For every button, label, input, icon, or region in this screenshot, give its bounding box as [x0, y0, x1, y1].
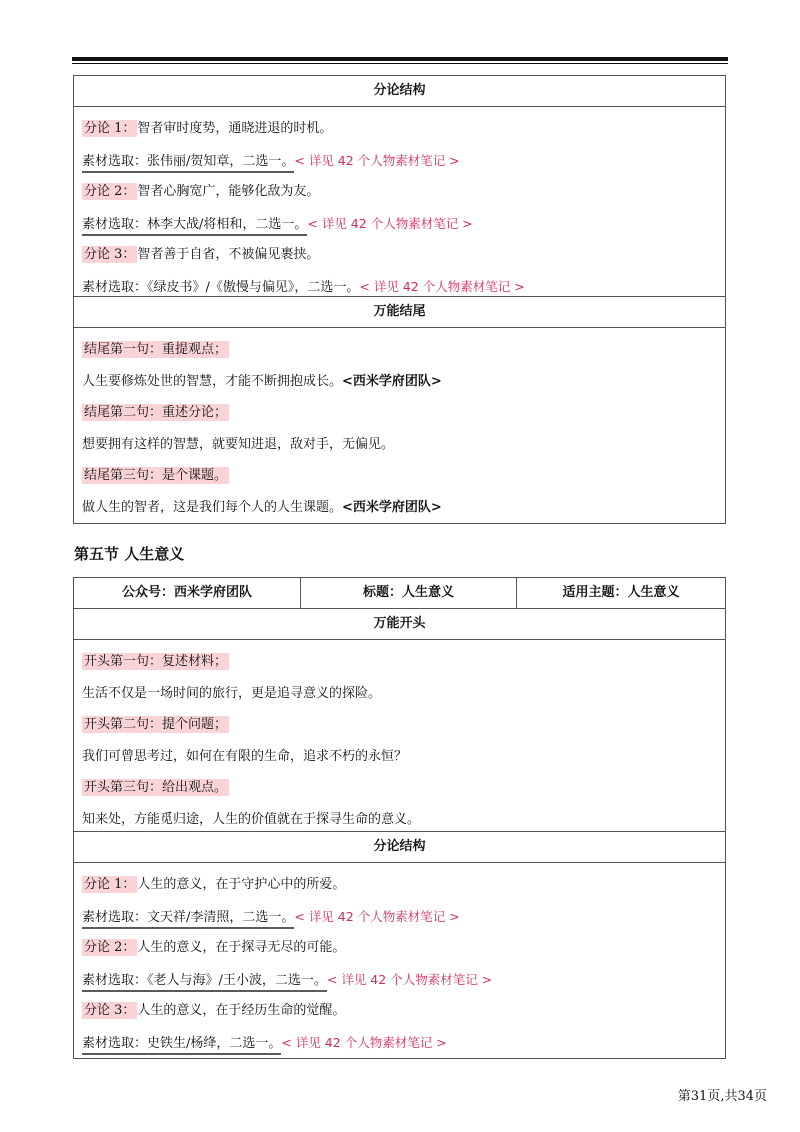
content-row — [82, 995, 717, 1027]
content-row — [82, 678, 717, 710]
body-text: 想要拥有这样的智慧，就要知进退，敌对手，无偏见。 — [82, 436, 395, 452]
body-text: 人生要修炼处世的智慧，才能不断拥抱成长。 — [82, 373, 343, 389]
body-text: 我们可曾思考过，如何在有限的生命，追求不朽的永恒？ — [82, 748, 408, 764]
content-row — [82, 429, 717, 461]
material-source: 素材选取：文天祥/李清照，二选一。 — [82, 909, 295, 925]
argument-structure-box-1 — [73, 75, 726, 303]
argument-structure-box-2 — [73, 831, 726, 1059]
material-source: 素材选取：林李大战/将相和，二选一。 — [82, 216, 308, 232]
content-row — [82, 741, 717, 773]
notes-reference: < 详见 42 个人物素材笔记 > — [294, 152, 460, 168]
content-row — [82, 145, 717, 177]
highlight-label: 开头第一句：复述材料； — [84, 654, 228, 669]
brand-credit: <西米学府团队> — [342, 373, 442, 389]
body-text: 人生的意义，在于探寻无尽的可能。 — [137, 940, 346, 955]
notes-reference: < 详见 42 个人物素材笔记 > — [281, 1034, 447, 1050]
content-row — [82, 709, 717, 741]
rows — [74, 640, 725, 835]
rows — [74, 107, 725, 302]
content-row — [82, 397, 717, 429]
highlight-label: 分论 3： — [84, 247, 136, 262]
body-text: 知来处，方能觅归途，人生的价值就在于探寻生命的意义。 — [82, 811, 421, 827]
rows — [74, 863, 725, 1058]
content-row — [82, 932, 717, 964]
content-row — [82, 492, 717, 524]
highlight-label: 结尾第一句：重提观点； — [84, 342, 228, 357]
body-text: 生活不仅是一场时间的旅行，更是追寻意义的探险。 — [82, 685, 382, 701]
material-source: 素材选取：史铁生/杨绛，二选一。 — [82, 1035, 282, 1051]
content-row — [82, 772, 717, 804]
highlight-label: 结尾第二句：重述分论； — [84, 405, 228, 420]
body-text: 做人生的智者，这是我们每个人的人生课题。 — [82, 499, 343, 515]
account-cell: 公众号：西米学府团队 — [74, 578, 301, 608]
highlight-label: 分论 3： — [84, 1003, 136, 1018]
highlight-label: 开头第二句：提个问题； — [84, 717, 228, 732]
topic-cell: 适用主题：人生意义 — [562, 585, 680, 600]
body-text: 人生的意义，在于经历生命的觉醒。 — [137, 1003, 346, 1018]
highlight-label: 分论 1： — [84, 877, 136, 892]
section-header: 万能结尾 — [74, 297, 725, 328]
section-header: 分论结构 — [74, 76, 725, 107]
body-text: 人生的意义，在于守护心中的所爱。 — [137, 877, 346, 892]
body-text: 智者善于自省，不被偏见裹挟。 — [137, 247, 320, 262]
highlight-label: 结尾第三句：是个课题。 — [84, 468, 228, 483]
content-row — [82, 176, 717, 208]
header-rule-thin — [72, 63, 728, 64]
content-row — [82, 1027, 717, 1059]
section-header: 分论结构 — [74, 832, 725, 863]
opening-box — [73, 577, 726, 836]
content-row — [82, 869, 717, 901]
rows — [74, 328, 725, 523]
body-text: 智者心胸宽广，能够化敌为友。 — [137, 184, 320, 199]
brand-credit: <西米学府团队> — [342, 499, 442, 515]
material-source: 素材选取：《绿皮书》/《傲慢与偏见》，二选一。 — [82, 279, 360, 295]
body-text: 智者审时度势，通晓进退的时机。 — [137, 121, 333, 136]
content-row — [82, 964, 717, 996]
notes-reference: < 详见 42 个人物素材笔记 > — [307, 215, 473, 231]
header-rule — [72, 57, 728, 61]
section-title: 第五节 人生意义 — [74, 545, 185, 563]
material-source: 素材选取：张伟丽/贺知章，二选一。 — [82, 153, 295, 169]
info-row — [74, 578, 725, 609]
content-row — [82, 366, 717, 398]
title-cell: 标题：人生意义 — [301, 578, 517, 608]
content-row — [82, 334, 717, 366]
content-row — [82, 460, 717, 492]
highlight-label: 分论 2： — [84, 940, 136, 955]
content-row — [82, 208, 717, 240]
highlight-label: 分论 1： — [84, 121, 136, 136]
content-row — [82, 901, 717, 933]
ending-box — [73, 296, 726, 524]
notes-reference: < 详见 42 个人物素材笔记 > — [359, 278, 525, 294]
content-row — [82, 646, 717, 678]
section-header: 万能开头 — [74, 609, 725, 640]
content-row — [82, 113, 717, 145]
highlight-label: 分论 2： — [84, 184, 136, 199]
content-row — [82, 239, 717, 271]
notes-reference: < 详见 42 个人物素材笔记 > — [326, 971, 493, 987]
notes-reference: < 详见 42 个人物素材笔记 > — [294, 908, 460, 924]
material-source: 素材选取：《老人与海》/王小波，二选一。 — [82, 972, 327, 988]
highlight-label: 开头第三句：给出观点。 — [84, 780, 228, 795]
page-number: 第31页,共34页 — [677, 1089, 767, 1104]
